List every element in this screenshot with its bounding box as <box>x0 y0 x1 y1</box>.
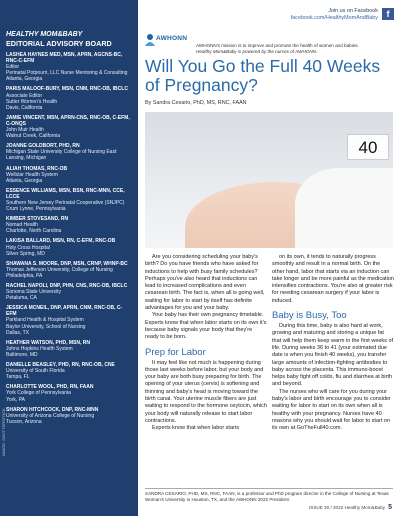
member-detail: Perinatal Potpourri, LLC Nurse Mentoring & Consulting <box>6 70 128 77</box>
member-detail: Parkland Health & Hospital System <box>6 317 84 324</box>
board-member <box>6 52 132 82</box>
member-detail: Atlanta, Georgia <box>6 177 43 184</box>
member-name: PARIS MALOOF-BURY, MSN, CNM, RNC-OB, IBCLC <box>6 86 128 93</box>
member-detail: Dallas, TX <box>6 329 29 336</box>
member-name: LASHEA HAYNES MED, MSN, APRN, AGCNS-BC, RNC-C-EFM <box>6 52 123 65</box>
page-number: 5 <box>388 504 392 511</box>
board-member <box>6 86 132 110</box>
board-member-list <box>6 52 132 425</box>
member-detail: Crum Lynne, Pennsylvania <box>6 206 66 213</box>
member-name: JAMIE VINCENT, MSN, APRN-CNS, RNC-OB, C-EFM, C-ONQS <box>6 114 130 127</box>
board-member <box>6 216 132 234</box>
member-name: SHARON HITCHCOCK, DNP, RNC-MNN <box>6 406 99 413</box>
member-name: HEATHER WATSON, PHD, MSN, RN <box>6 339 90 346</box>
member-detail: Holy Cross Hospital <box>6 244 50 251</box>
member-detail: Walnut Creek, California <box>6 133 61 140</box>
member-detail: York, PA <box>6 396 25 403</box>
member-name: RACHEL NAPOLI, DNP, PHN, CNS, RNC-OB, IBCLC <box>6 283 128 289</box>
board-member <box>6 283 132 301</box>
logo-wordmark: AWHONN <box>156 35 188 42</box>
member-detail: Editor <box>6 64 20 71</box>
member-detail: University of South Florida <box>6 368 65 375</box>
member-detail: Charlotte, North Carolina <box>6 228 62 235</box>
member-detail: Sonoma State University <box>6 289 62 296</box>
member-name: JESSICA MCNEIL, DNP, APRN, CNM, RNC-OB, C-EFM <box>6 305 123 318</box>
board-member <box>6 188 132 212</box>
facebook-title: Join us on Facebook <box>328 8 378 14</box>
pregnancy-photo <box>145 112 393 248</box>
member-name: DANIELLE BEASLEY, PHD, RN, RNC-OB, CNE <box>6 362 115 369</box>
awhonn-mark-icon <box>144 33 156 47</box>
sidebar-title: EDITORIAL ADVISORY BOARD <box>6 39 112 48</box>
photo-credit: IMAGE: SHUTTERSTOCK <box>1 408 6 456</box>
subhead-baby-is-busy: Baby is Busy, Too <box>272 310 347 322</box>
issue-info: ISSUE 30 / 2022 Healthy Mom&Baby <box>309 505 386 510</box>
board-member <box>6 143 132 161</box>
sidebar-brand: HEALTHY MOM&BABY <box>6 31 83 38</box>
member-name: ALIAH THOMAS, RNC-OB <box>6 165 68 172</box>
member-detail: Petaluma, CA <box>6 295 37 302</box>
awhonn-mission <box>196 43 396 55</box>
member-detail: Southern New Jersey Perinatal Cooperative (SNJPC) <box>6 199 125 206</box>
board-member <box>6 166 132 184</box>
article-paragraph: It may feel like not much is happening during those last weeks before labor, but your body and your baby are both busy preparing for birth. The opening of your uterus (cervix) is softening and thinning and baby's head is moving toward the birth canal. Your uterine muscle fibers are just waiting to respond to the hormone oxytocin, which your body will naturally release to start labor contractions. <box>145 359 267 424</box>
board-member <box>6 407 132 425</box>
board-member <box>6 115 132 139</box>
member-detail: Thomas Jefferson University, College of Nursing <box>6 266 113 273</box>
article-paragraph: Experts know that when labor starts <box>152 425 240 432</box>
subhead-prep-for-labor: Prep for Labor <box>145 346 206 358</box>
member-detail: Sutter Women's Health <box>6 98 58 105</box>
member-detail: Tucson, Arizona <box>6 418 42 425</box>
article-title: Will You Go the Full 40 Weeks of Pregnancy? <box>145 56 381 95</box>
member-name: LAKISA BALLARD, MSN, RN, C-EFM, RNC-OB <box>6 238 116 245</box>
member-detail: Atlanta, Georgia <box>6 76 43 83</box>
member-name: CHARLOTTE WOOL, PHD, RN, FAAN <box>6 384 94 391</box>
member-name: KIMBER STOVESAND, RN <box>6 216 69 223</box>
mission-line-2: Healthy Mom&Baby is powered by the nurses of AWHONN. <box>196 49 318 54</box>
member-detail: Wellstar Health System <box>6 171 58 178</box>
board-member <box>6 340 132 358</box>
article-byline: By Sandra Cesario, PhD, MS, RNC, FAAN <box>145 100 247 106</box>
member-detail: Nomad Health <box>6 222 38 229</box>
member-detail: Philadelphia, PA <box>6 272 43 279</box>
mission-line-1: AWHONN's mission is to improve and promote the health of women and babies. <box>196 43 359 48</box>
member-detail: Johns Hopkins Health System <box>6 345 73 352</box>
page-footer <box>309 504 392 511</box>
member-detail: Michigan State University College of Nursing East Lansing, Michigan <box>6 149 117 162</box>
article-paragraph: During this time, baby is also hard at work, growing and maturing and storing a unique fat that will help them keep warm in the first weeks of life. During weeks 36 to 41 (your estimated due date is when you finish 40 weeks), you transfer large amounts of infection-fighting antibodies to baby across the placenta. This immuno-boost helps baby fight off colds, flu and diarrhea at birth and beyond. <box>272 323 394 388</box>
member-detail: Associate Editor <box>6 92 43 99</box>
facebook-icon[interactable]: f <box>382 8 394 20</box>
article-paragraph: on its own, it tends to naturally progress smoothly and result in a normal birth. On the other hand, labor that starts via an induction can take longer and be more painful as the medication intensifies contractions. You're also at greater risk for needing cesarean surgery if your labor is induced. <box>272 254 394 304</box>
member-name: JOANNE GOLDBORT, PHD, RN <box>6 143 80 150</box>
board-member <box>6 261 132 279</box>
member-detail: York College of Pennsylvania <box>6 390 71 397</box>
shirt <box>295 168 393 248</box>
member-detail: University of Arizona College of Nursing <box>6 412 95 419</box>
article-paragraph: Your baby has their own pregnancy timetable. Experts know that when labor starts on its own it's because baby signals your body that they're ready to be born. <box>145 312 267 341</box>
member-detail: Davis, California <box>6 104 43 111</box>
board-member <box>6 238 132 256</box>
author-bio: SANDRA CESARIO, PHD, MS, RNC, FAAN, is a professor and PhD program director in the College of Nursing at Texas Woman's University in Houston, TX, and the AWHONN 2022 President. <box>145 488 393 503</box>
awhonn-logo <box>144 33 194 55</box>
member-detail: Silver Spring, MD <box>6 250 45 257</box>
member-name: SHAWANA S. MOORE, DNP, MSN, CRNP, WHNP-BC <box>6 260 128 267</box>
article-paragraph: The nurses who will care for you during your baby's labor and birth encourage you to consider waiting for labor to start on its own when all is healthy with your pregnancy. Nurses have 40 reasons why you should wait for labor to start on its own at GoTheFull40.com. <box>272 388 391 432</box>
article-column-2 <box>272 254 394 433</box>
facebook-url[interactable]: facebook.com/HealthyMomAndBaby <box>290 15 378 21</box>
member-detail: Tampa, FL <box>6 374 30 381</box>
editorial-board-sidebar <box>0 0 138 516</box>
member-name: ESSENCE WILLIAMS, MSN, BSN, RNC-MNN, CCE, LCCE <box>6 187 125 200</box>
member-detail: John Muir Health <box>6 127 44 134</box>
photo-sign-40: 40 <box>347 134 389 160</box>
article-paragraph: Are you considering scheduling your baby's birth? Do you have friends who have asked for inductions to help with busy family schedules? Perhaps you've also heard that inductions can lead to increased complications and even cesarean birth. The fact is, when all is going well, waiting for labor to start by itself has definite advantages for you and your baby. <box>145 254 265 312</box>
facebook-promo[interactable] <box>291 8 378 22</box>
member-detail: Baylor University, School of Nursing <box>6 323 86 330</box>
member-detail: Baltimore, MD <box>6 351 38 358</box>
article-column-1 <box>145 254 267 433</box>
board-member <box>6 362 132 380</box>
board-member <box>6 384 132 402</box>
board-member <box>6 305 132 335</box>
